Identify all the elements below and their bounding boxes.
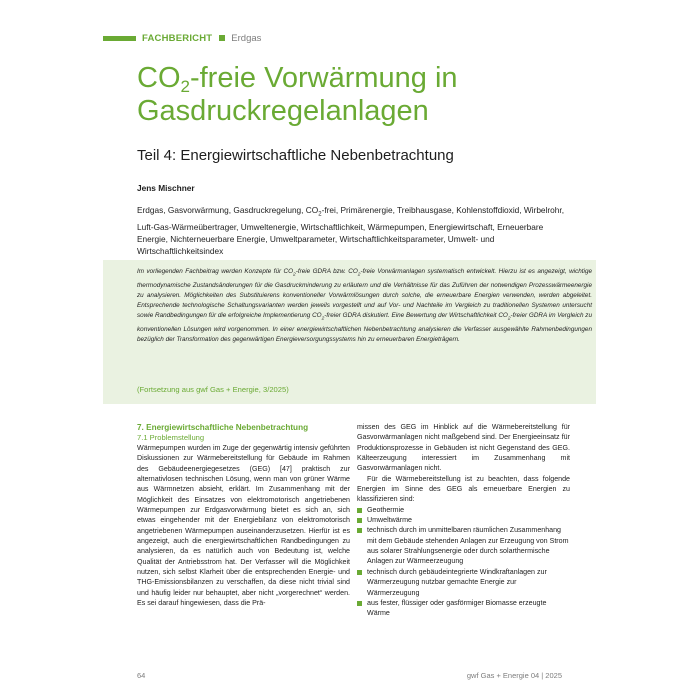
column-left bbox=[137, 422, 350, 609]
bullet-square-icon bbox=[357, 570, 362, 575]
bullet-square-icon bbox=[357, 601, 362, 606]
bullet-square-icon bbox=[357, 518, 362, 523]
bullet-square-icon bbox=[357, 528, 362, 533]
abstract-text: Im vorliegenden Fachbeitrag werden Konzepte für $CO_2$-freie GDRA bzw. $CO_2$-freie Vorwärmanlagen systematisch entwickelt. Hierzu ist es angezeigt, wichtige thermodynamische Zustandsänderungen für die Gasdruckminderung zu erläutern und die Verhältnisse für das Zuführen der notwendigen Prozesswärmeenergie zu analysieren. Möglichkeiten des Substituierens konventioneller Vorwärmlösungen durch solche, die erneuerbare Energien verwenden, werden abgeleitet. Entsprechende technologische Schaltungsvarianten werden jeweils vorgestellt und auf Vor- und Nachteile im Vergleich zu traditionellen Systemen untersucht sowie Randbedingungen für die erfolgreiche Implementierung $CO_2$-freier GDRA diskutiert. Eine Bewertung der Wirtschaftlichkeit $CO_2$-freier GDRA im Vergleich zu konventionellen Lösungen wird vorgenommen. In einer energiewirtschaftlichen Nebenbetrachtung analysieren die Verfasser ausgewählte Rahmenbedingungen bezüglich der Transformation des gegenwärtigen Energieversorgungssystems hin zu erneuerbaren Energieträgern. bbox=[137, 268, 593, 344]
article-title: $CO_2$-freie Vorwärmung in Gasdruckregelanlagen bbox=[137, 62, 458, 127]
paragraph: Wärmepumpen wurden im Zuge der gegenwärtig intensiv geführten Diskussionen zur Wärmebereitstellung für Gebäude im Rahmen des Gebäudeenergiegesetzes (GEG) [47] praktisch zur alternativlosen technischen Lösung, wenn man von grüner Wärme aus Wärmnetzen absieht, erklärt. Im Zusammenhang mit der Möglichkeit des Einsatzes von elektromotorisch angetriebenen Wärmepumpen zur Erdgasvorwärmung bietet es sich an, sich etwas eingehender mit der Energiebilanz von elektromotorisch angetriebenen Wärmepumpen auseinanderzusetzen. Hierfür ist es angezeigt, auch die energiewirtschaftlichen Randbedingungen zu analysieren, da es natürlich auch von Bedeutung ist, welche Qualität der Antriebsstrom hat. Der Verfasser will die Möglichkeit nutzen, sich selbst Klarheit über die entsprechenden Energie- und THG-Emissionsbilanzen zu verschaffen, da diese nicht trivial sind und häufig leider nur behauptet, aber nicht „vorgerechnet“ werden. Es sei darauf hingewiesen, dass die Prä- bbox=[137, 444, 350, 608]
page-number: 64 bbox=[137, 671, 146, 680]
list-item: technisch durch im unmittelbaren räumlichen Zusammenhang mit dem Gebäude stehenden Anlagen zur Erzeugung von Strom aus solarer Strahlungsenergie oder durch solarthermische Anlagen zur Wärmeerzeugung bbox=[357, 525, 570, 566]
section-title: 7. Energiewirtschaftliche Nebenbetrachtung bbox=[137, 423, 309, 432]
continuation-note: (Fortsetzung aus gwf Gas + Energie, 3/2025) bbox=[137, 385, 289, 394]
bullet-list bbox=[357, 505, 570, 619]
header-subcategory: Erdgas bbox=[231, 32, 262, 44]
bullet-square-icon bbox=[357, 508, 362, 513]
header-square bbox=[219, 35, 225, 41]
list-item: aus fester, flüssiger oder gasförmiger Biomasse erzeugte Wärme bbox=[357, 598, 570, 619]
header-category: FACHBERICHT bbox=[142, 32, 213, 44]
author-name: Jens Mischner bbox=[137, 183, 195, 193]
column-right bbox=[357, 422, 570, 619]
list-item: technisch durch gebäudeintegrierte Windkraftanlagen zur Wärmerzeugung nutzbar gemachte Energie zur Wärmerzeugung bbox=[357, 567, 570, 598]
keywords: Erdgas, Gasvorwärmung, Gasdruckregelung, $CO_2$-frei, Primärenergie, Treibhausgase, Kohlenstoffdioxid, Wirbelrohr, Luft-Gas-Wärmeübertrager, Umweltenergie, Wirtschaftlichkeit, Wärmepumpen, Energiewirtschaft, Erneuerbare Energie, Nichterneuerbare Energie, Umweltparameter, Wirtschaftlichkeitsparameter, Umwelt- und Wirtschaftlichkeitsindex bbox=[137, 205, 564, 256]
header-bar bbox=[103, 36, 136, 41]
paragraph: missen des GEG im Hinblick auf die Wärmebereitstellung für Gasvorwärmanlagen nicht maßgebend sind. Der Energieeinsatz für Produktionsprozesse in Gebäuden ist nicht Gegenstand des GEG. Kälteerzeugung interessiert im Zusammenhang mit Gasvorwärmanlagen nicht. bbox=[357, 423, 570, 473]
journal-footer: gwf Gas + Energie 04 | 2025 bbox=[466, 671, 562, 680]
subsection-title: 7.1 Problemstellung bbox=[137, 433, 205, 442]
article-subtitle: Teil 4: Energiewirtschaftliche Nebenbetrachtung bbox=[137, 147, 454, 164]
paragraph: Für die Wärmebereitstellung ist zu beachten, dass folgende Energien im Sinne des GEG als erneuerbare Energien zu klassifizieren sind: bbox=[357, 474, 570, 504]
section-header bbox=[103, 31, 261, 45]
list-item: Geothermie bbox=[357, 505, 570, 515]
list-item: Umweltwärme bbox=[357, 515, 570, 525]
